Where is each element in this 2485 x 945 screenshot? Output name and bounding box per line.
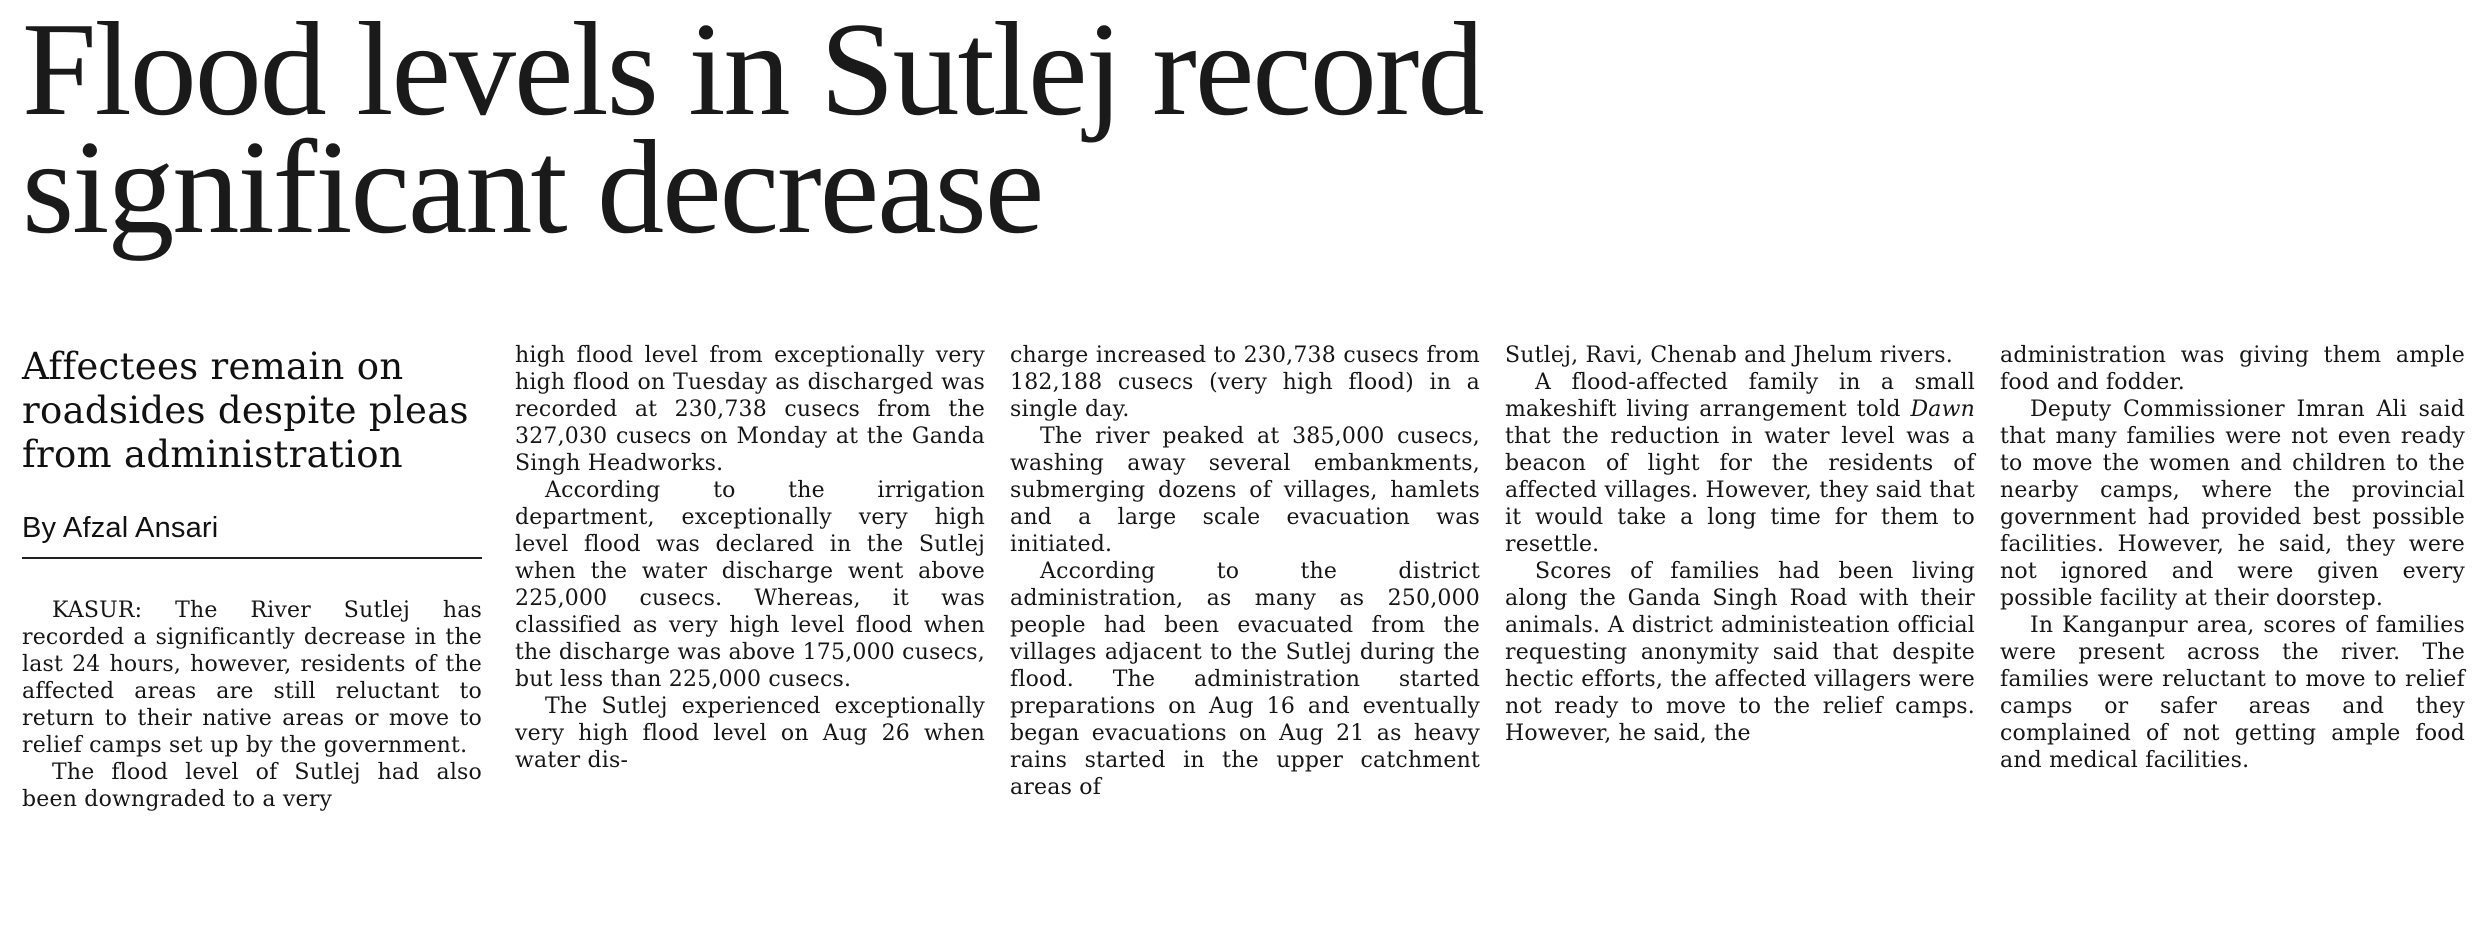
paragraph: According to the irrigation department, exceptionally very high level flood was declared in the Sutlej when the water discharge went above 225,000 cusecs. Whereas, it was classified as very high level flood when the discharge was above 175,000 cusecs, but less than 225,000 cusecs. (515, 478, 985, 692)
column-5 (2000, 342, 2465, 774)
paragraph: The Sutlej experienced exceptionally very high flood level on Aug 26 when water dis- (515, 694, 985, 773)
subheadline (22, 345, 482, 477)
paragraph: Scores of families had been living along the Ganda Singh Road with their animals. A district administeation official requesting anonymity said that despite hectic efforts, the affected villagers were not ready to move to the relief camps. However, he said, the (1505, 559, 1975, 746)
paragraph: high flood level from exceptionally very high flood on Tuesday as discharged was recorded at 230,738 cusecs from the 327,030 cusecs on Monday at the Ganda Singh Headworks. (515, 343, 985, 476)
paragraph: A flood-affected family in a small makeshift living arrangement told Dawn that the reduction in water level was a beacon of light for the residents of affected villages. However, they said that it would take a long time for them to resettle. (1505, 370, 1975, 557)
column-2 (515, 342, 985, 774)
paragraph: The river peaked at 385,000 cusecs, washing away several embankments, submerging dozens of villages, hamlets and a large scale evacuation was initiated. (1010, 424, 1480, 557)
headline-line-2: significant decrease (22, 113, 1043, 261)
paragraph: In Kanganpur area, scores of families were present across the river. The families were reluctant to move to relief camps or safer areas and they complained of not getting ample food and medical facilities. (2000, 613, 2465, 773)
subheadline-line-2: roadsides despite pleas (22, 389, 469, 432)
subheadline-line-3: from administration (22, 433, 403, 476)
paragraph: KASUR: The River Sutlej has recorded a significantly decrease in the last 24 hours, however, residents of the affected areas are still reluctant to return to their native areas or move to relief camps set up by the government. (22, 598, 482, 758)
byline: By Afzal Ansari (22, 511, 482, 559)
paragraph: The flood level of Sutlej had also been downgraded to a very (22, 760, 482, 812)
column-4 (1505, 342, 1975, 747)
publication-name: Dawn (1910, 397, 1975, 422)
paragraph: Deputy Commissioner Imran Ali said that many families were not even ready to move the women and children to the nearby camps, where the provincial government had provided best possible facilities. However, he said, they were not ignored and were given every possible facility at their doorstep. (2000, 397, 2465, 611)
paragraph: administration was giving them ample food and fodder. (2000, 343, 2465, 395)
headline (22, 0, 1922, 261)
column-1 (22, 345, 482, 813)
paragraph: According to the district administration, as many as 250,000 people had been evacuated from the villages adjacent to the Sutlej during the flood. The administration started preparations on Aug 16 and eventually began evacuations on Aug 21 as heavy rains started in the upper catchment areas of (1010, 559, 1480, 800)
column-3 (1010, 342, 1480, 801)
paragraph: charge increased to 230,738 cusecs from 182,188 cusecs (very high flood) in a single day. (1010, 343, 1480, 422)
subheadline-line-1: Affectees remain on (22, 345, 404, 388)
headline-line-1: Flood levels in Sutlej record (22, 0, 1483, 143)
paragraph: Sutlej, Ravi, Chenab and Jhelum rivers. (1505, 343, 1953, 368)
